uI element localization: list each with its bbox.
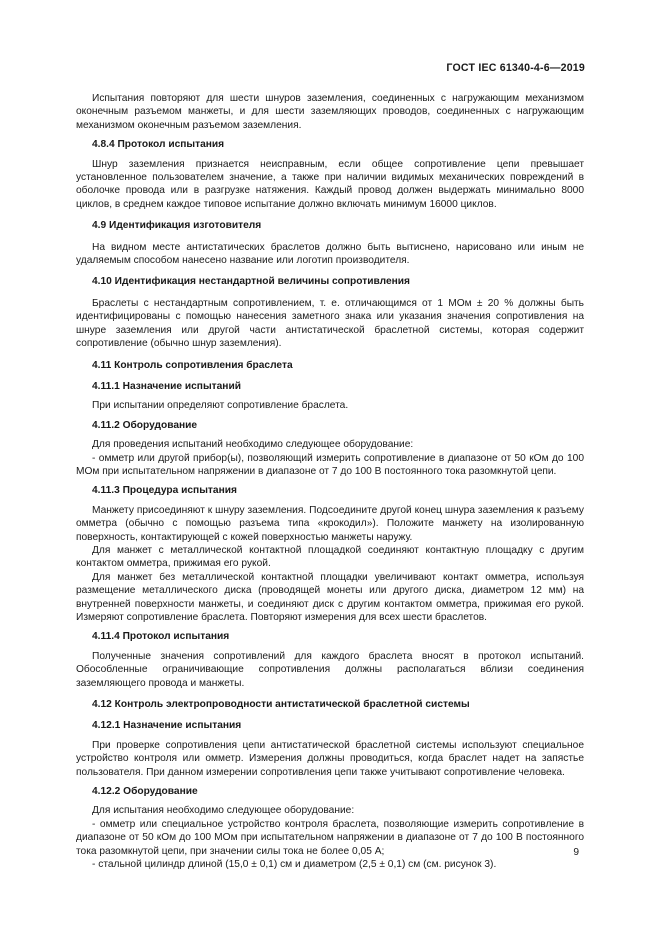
list-item: - омметр или другой прибор(ы), позволяющий измерить сопротивление в диапазоне от 50 кОм до 100 МОм при испытательном напряжении в диапазоне от 7 до 100 В постоянного тока разомкнутой цепи. [76,452,584,477]
paragraph: Для проведения испытаний необходимо следующее оборудование: [92,439,414,451]
section-heading: 4.11.4 Протокол испытания [92,631,230,643]
paragraph: При проверке сопротивления цепи антистатической браслетной системы используют специальное устройство контроля или омметр. Измерения должны проводиться, когда браслет надет на запястье пользователя. При данном измерении сопротивления цепи также учитывают сопротивление человека. [76,739,584,778]
section-heading: 4.12.1 Назначение испытания [92,720,242,732]
section-heading: 4.12 Контроль электропроводности антистатической браслетной системы [92,699,470,711]
section-heading: 4.11.2 Оборудование [92,419,198,431]
paragraph: Полученные значения сопротивлений для каждого браслета вносят в протокол испытаний. Обособленные ограничивающие сопротивления должны располагаться вблизи соединения заземляющего провода и манжеты. [76,650,584,689]
section-heading: 4.11 Контроль сопротивления браслета [92,359,293,371]
section-heading: 4.11.3 Процедура испытания [92,485,237,497]
list-item: - стальной цилиндр длиной (15,0 ± 0,1) см и диаметром (2,5 ± 0,1) см (см. рисунок 3). [92,859,497,871]
paragraph: Манжету присоединяют к шнуру заземления. Подсоедините другой конец шнура заземления к разъему омметра (обычно с помощью разъема типа «крокодил»). Положите манжету на изолированную поверхность, контактирующей с кожей поверхностью манжеты наружу. [76,504,584,543]
section-heading: 4.11.1 Назначение испытаний [92,380,241,392]
paragraph: Для манжет без металлической контактной площадки увеличивают контакт омметра, используя размещение металлического диска (проводящей монеты или другого диска, диаметром 12 мм) на внутренней поверхности манжеты, и соединяют диск с другим контактом омметра, прижимая его рукой. Измеряют сопротивление браслета. Повторяют измерения для всех шести браслетов. [76,571,584,623]
paragraph: Для испытания необходимо следующее оборудование: [92,805,355,817]
paragraph: Шнур заземления признается неисправным, если общее сопротивление цепи превышает установленное пользователем значение, а также при наличии видимых механических повреждений в оболочке провода или в разгрузке натяжения. Каждый провод должен выдержать минимально 8000 циклов, в среднем каждое типовое испытание должно включать минимум 16000 циклов. [76,158,584,210]
paragraph: Испытания повторяют для шести шнуров заземления, соединенных с нагружающим механизмом оконечным разъемом манжеты, и для шести заземляющих проводов, соединенных с нагружающим механизмом оконечным разъемом заземления. [76,93,584,131]
section-heading: 4.10 Идентификация нестандартной величины сопротивления [92,276,410,288]
paragraph: При испытании определяют сопротивление браслета. [92,400,349,412]
section-heading: 4.8.4 Протокол испытания [92,139,225,151]
list-item: - омметр или специальное устройство контроля браслета, позволяющие измерить сопротивление в диапазоне от 50 кОм до 100 МОм при испытательном напряжении в диапазоне от 7 до 100 В постоянного тока разомкнутой цепи, при значении силы тока не более 0,05 А; [76,818,584,857]
document-header: ГОСТ IEC 61340-4-6—2019 [446,62,585,74]
document-body [76,92,584,872]
paragraph: Для манжет с металлической контактной площадкой соединяют контактную площадку с другим контактом омметра, прижимая его рукой. [76,544,584,570]
paragraph: Браслеты с нестандартным сопротивлением, т. е. отличающимся от 1 МОм ± 20 % должны быть идентифицированы с помощью нанесения заметного знака или указания значения сопротивления на шнуре заземления или другой части антистатической браслетной системы, которая содержит сопротивление (обычно шнур заземления). [76,297,584,350]
section-heading: 4.9 Идентификация изготовителя [92,220,262,232]
paragraph: На видном месте антистатических браслетов должно быть вытиснено, нарисовано или иным не удаляемым способом нанесено название или логотип производителя. [76,241,584,267]
section-heading: 4.12.2 Оборудование [92,786,198,798]
page-number: 9 [573,847,579,858]
